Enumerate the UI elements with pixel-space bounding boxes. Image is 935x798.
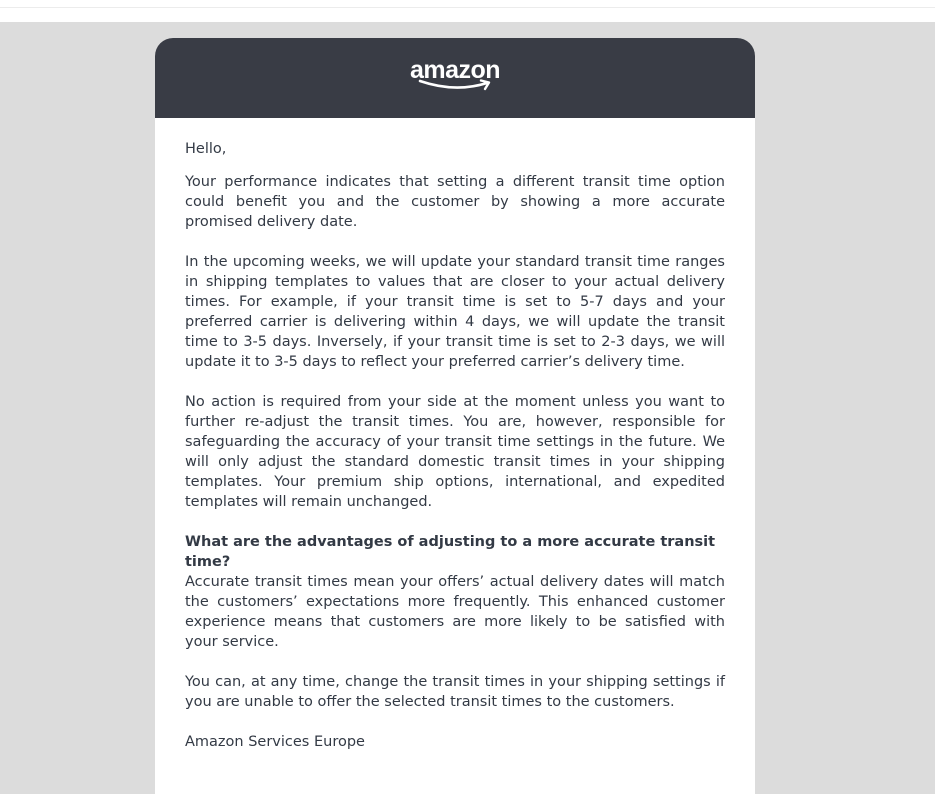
advantages-heading: What are the advantages of adjusting to a more accurate transit time? <box>185 534 716 570</box>
advantages-text: Accurate transit times mean your offers’ actual delivery dates will match the customers’ expectations more frequently. This enhanced customer experience means that customers are more likely to be satisfied with your service. <box>185 574 725 650</box>
paragraph-no-action: No action is required from your side at the moment unless you want to further re-adjust the transit times. You are, however, responsible for safeguarding the accuracy of your transit time settings in the future. We will only adjust the standard domestic transit times in your shipping templates. Your premium ship options, international, and expedited templates will remain unchanged. <box>185 394 725 510</box>
smile-arrow-icon <box>417 78 497 92</box>
top-strip <box>0 0 935 22</box>
paragraph-closing: You can, at any time, change the transit times in your shipping settings if you are unable to offer the selected transit times to the customers. <box>185 674 725 710</box>
signature: Amazon Services Europe <box>185 734 365 750</box>
paragraph-update: In the upcoming weeks, we will update your standard transit time ranges in shipping templates to values that are closer to your actual delivery times. For example, if your transit time is set to 5-7 days and your preferred carrier is delivering within 4 days, we will update the transit time to 3-5 days. Inversely, if your transit time is set to 2-3 days, we will update it to 3-5 days to reflect your preferred carrier’s delivery time. <box>185 254 725 370</box>
advantages-section <box>185 532 725 652</box>
amazon-logo <box>403 56 507 96</box>
email-header <box>155 38 755 118</box>
email-body <box>155 118 755 752</box>
email-card <box>155 38 755 798</box>
top-divider <box>0 7 935 8</box>
greeting: Hello, <box>185 141 227 157</box>
logo-text: amazon <box>409 56 501 84</box>
paragraph-performance: Your performance indicates that setting a different transit time option could benefit you and the customer by showing a more accurate promised delivery date. <box>185 174 725 230</box>
